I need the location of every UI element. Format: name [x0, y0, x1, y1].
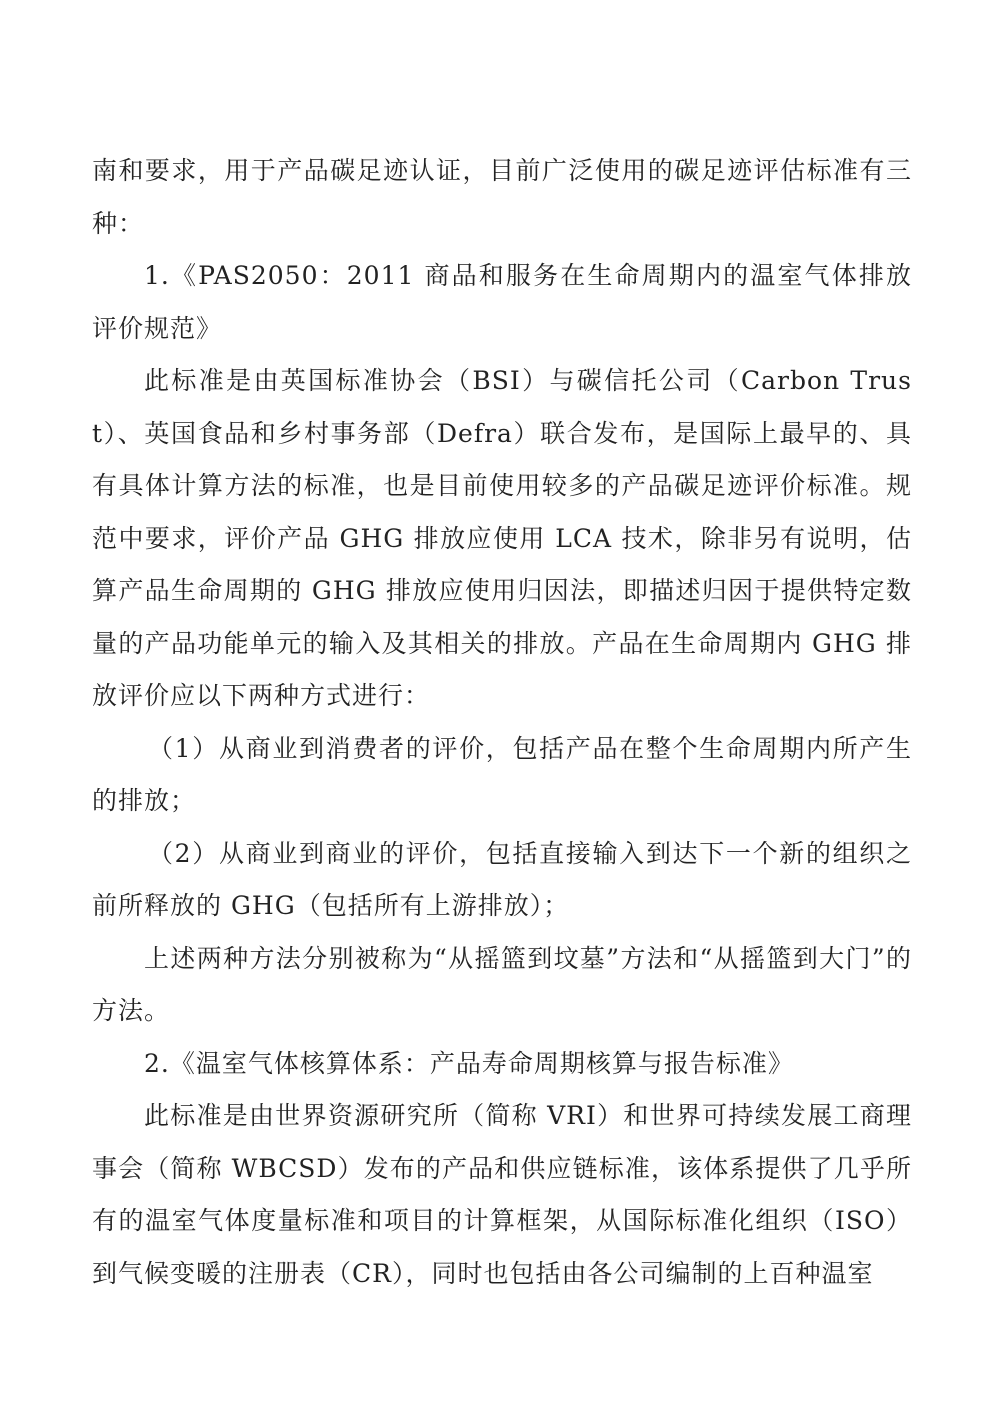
heading-ghg-protocol: 2.《温室气体核算体系：产品寿命周期核算与报告标准》: [144, 1048, 794, 1078]
list-item-b2c: （1）从商业到消费者的评价，包括产品在整个生命周期内所产生的排放；: [92, 733, 912, 815]
document-body: [92, 145, 912, 1300]
paragraph-methods-summary: 上述两种方法分别被称为“从摇篮到坟墓”方法和“从摇篮到大门”的方法。: [92, 943, 912, 1025]
paragraph-ghg-protocol-description: 此标准是由世界资源研究所（简称 VRI）和世界可持续发展工商理事会（简称 WBCSD）发布的产品和供应链标准，该体系提供了几乎所有的温室气体度量标准和项目的计算框架，从国际标准化组织（ISO）到气候变暖的注册表（CR），同时也包括由各公司编制的上百种温室: [92, 1101, 912, 1288]
heading-pas2050: 1.《PAS2050：2011 商品和服务在生命周期内的温室气体排放评价规范》: [92, 261, 912, 343]
list-item-b2b: （2）从商业到商业的评价，包括直接输入到达下一个新的组织之前所释放的 GHG（包括所有上游排放）；: [92, 838, 912, 920]
paragraph-continuation: 南和要求，用于产品碳足迹认证，目前广泛使用的碳足迹评估标准有三种：: [92, 156, 912, 238]
paragraph-pas2050-description: 此标准是由英国标准协会（BSI）与碳信托公司（Carbon Trust）、英国食品和乡村事务部（Defra）联合发布，是国际上最早的、具有具体计算方法的标准，也是目前使用较多的产品碳足迹评价标准。规范中要求，评价产品 GHG 排放应使用 LCA 技术，除非另有说明，估算产品生命周期的 GHG 排放应使用归因法，即描述归因于提供特定数量的产品功能单元的输入及其相关的排放。产品在生命周期内 GHG 排放评价应以下两种方式进行：: [92, 366, 912, 710]
